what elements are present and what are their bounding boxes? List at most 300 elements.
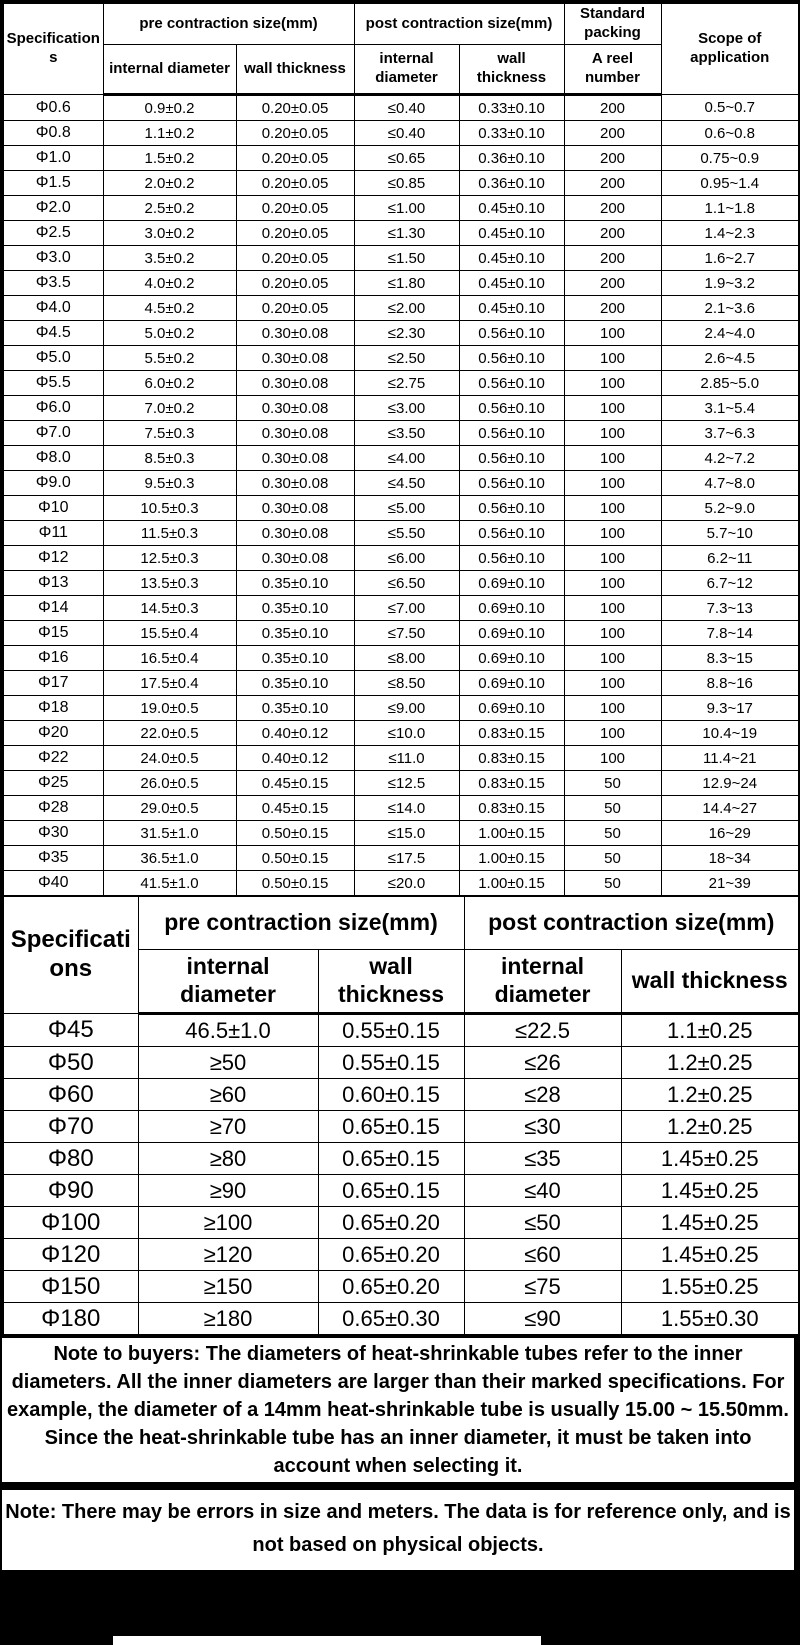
table-cell: 50: [564, 796, 661, 821]
table-cell: 1.45±0.25: [621, 1239, 799, 1271]
table-cell: ≤26: [464, 1047, 621, 1079]
table-cell: ≤0.65: [354, 146, 459, 171]
table-cell: 0.20±0.05: [236, 221, 354, 246]
table-cell: 12.5±0.3: [103, 546, 236, 571]
table-cell: 0.35±0.10: [236, 621, 354, 646]
table-row: [3, 296, 799, 321]
table-cell: 0.83±0.15: [459, 721, 564, 746]
table-row: [3, 646, 799, 671]
table-cell: ≤7.50: [354, 621, 459, 646]
table-cell: 100: [564, 346, 661, 371]
table-cell: ≤6.50: [354, 571, 459, 596]
table-cell: 1.2±0.25: [621, 1079, 799, 1111]
table-cell: 0.30±0.08: [236, 521, 354, 546]
table-cell: 0.69±0.10: [459, 696, 564, 721]
table-cell: 1.1±0.25: [621, 1014, 799, 1047]
table-cell: 14.5±0.3: [103, 596, 236, 621]
spec-table-small-sizes: [2, 2, 800, 897]
table-row: [3, 446, 799, 471]
table-cell: 50: [564, 771, 661, 796]
table-cell: Φ180: [3, 1303, 138, 1336]
table-cell: 0.20±0.05: [236, 271, 354, 296]
table-cell: 100: [564, 646, 661, 671]
table-row: [3, 671, 799, 696]
table-row: [3, 1207, 799, 1239]
table-cell: Φ10: [3, 496, 103, 521]
table-row: [3, 621, 799, 646]
table-cell: 0.56±0.10: [459, 546, 564, 571]
table-cell: 0.83±0.15: [459, 771, 564, 796]
header-post-contraction-group: post contraction size(mm): [464, 896, 799, 950]
table-cell: Φ3.5: [3, 271, 103, 296]
table-cell: 0.45±0.10: [459, 246, 564, 271]
table-row: [3, 1239, 799, 1271]
table-cell: 100: [564, 396, 661, 421]
table-row: [3, 271, 799, 296]
table-cell: ≤75: [464, 1271, 621, 1303]
table-cell: Φ13: [3, 571, 103, 596]
table-cell: 100: [564, 421, 661, 446]
table-cell: 0.30±0.08: [236, 471, 354, 496]
table-cell: ≤2.30: [354, 321, 459, 346]
header-post-wall-thickness: wall thickness: [621, 950, 799, 1014]
table-cell: 0.40±0.12: [236, 746, 354, 771]
header-pre-contraction-group: pre contraction size(mm): [103, 3, 354, 45]
table-cell: 7.3~13: [661, 596, 799, 621]
table-row: [3, 696, 799, 721]
table-cell: 0.69±0.10: [459, 646, 564, 671]
table-cell: ≥100: [138, 1207, 318, 1239]
header-pre-wall-thickness: wall thickness: [236, 45, 354, 95]
table-cell: 0.35±0.10: [236, 696, 354, 721]
table-cell: ≤8.50: [354, 671, 459, 696]
table-cell: Φ70: [3, 1111, 138, 1143]
table-cell: 0.50±0.15: [236, 871, 354, 897]
table-cell: 0.20±0.05: [236, 95, 354, 121]
table-cell: ≥120: [138, 1239, 318, 1271]
table-cell: ≤0.40: [354, 95, 459, 121]
table-cell: Φ0.6: [3, 95, 103, 121]
table-cell: 0.30±0.08: [236, 371, 354, 396]
table-cell: 1.45±0.25: [621, 1207, 799, 1239]
table-cell: 10.4~19: [661, 721, 799, 746]
table-cell: 6.2~11: [661, 546, 799, 571]
table-cell: 0.95~1.4: [661, 171, 799, 196]
table-cell: ≤7.00: [354, 596, 459, 621]
table-cell: 2.6~4.5: [661, 346, 799, 371]
table-cell: 0.50±0.15: [236, 846, 354, 871]
table-cell: 1.2±0.25: [621, 1047, 799, 1079]
table-cell: 4.7~8.0: [661, 471, 799, 496]
table-row: [3, 596, 799, 621]
table-cell: 1.5±0.2: [103, 146, 236, 171]
table-cell: Φ90: [3, 1175, 138, 1207]
table-cell: 100: [564, 471, 661, 496]
table-cell: 0.83±0.15: [459, 796, 564, 821]
table-cell: ≤5.50: [354, 521, 459, 546]
table-row: [3, 95, 799, 121]
header-row-groups: [3, 896, 799, 950]
table-cell: 0.75~0.9: [661, 146, 799, 171]
table-cell: ≤8.00: [354, 646, 459, 671]
table-row: [3, 346, 799, 371]
table-cell: 50: [564, 871, 661, 897]
table-cell: Φ28: [3, 796, 103, 821]
table-cell: Φ4.0: [3, 296, 103, 321]
table-cell: 0.56±0.10: [459, 346, 564, 371]
table-cell: 2.1~3.6: [661, 296, 799, 321]
header-scope-of-application: Scope of application: [661, 3, 799, 95]
table-cell: Φ2.5: [3, 221, 103, 246]
table-cell: 26.0±0.5: [103, 771, 236, 796]
table-cell: Φ12: [3, 546, 103, 571]
table-row: [3, 1143, 799, 1175]
header-pre-internal-diameter: internal diameter: [103, 45, 236, 95]
table-row: [3, 746, 799, 771]
table-cell: Φ16: [3, 646, 103, 671]
table-cell: 5.0±0.2: [103, 321, 236, 346]
table-cell: 0.35±0.10: [236, 596, 354, 621]
table-cell: 8.3~15: [661, 646, 799, 671]
table-cell: ≤0.40: [354, 121, 459, 146]
table-cell: 22.0±0.5: [103, 721, 236, 746]
table-cell: 0.35±0.10: [236, 571, 354, 596]
table-cell: 0.69±0.10: [459, 596, 564, 621]
table-cell: 0.5~0.7: [661, 95, 799, 121]
table-cell: ≥50: [138, 1047, 318, 1079]
table-row: [3, 721, 799, 746]
table-cell: Φ17: [3, 671, 103, 696]
table-cell: 100: [564, 671, 661, 696]
table-cell: ≤2.00: [354, 296, 459, 321]
table-cell: 17.5±0.4: [103, 671, 236, 696]
table-cell: 0.33±0.10: [459, 121, 564, 146]
table-cell: 36.5±1.0: [103, 846, 236, 871]
header-specifications: Specifications: [3, 896, 138, 1014]
table-cell: 0.69±0.10: [459, 621, 564, 646]
table-cell: 0.20±0.05: [236, 296, 354, 321]
table-cell: 0.33±0.10: [459, 95, 564, 121]
table-cell: ≤28: [464, 1079, 621, 1111]
table-cell: 19.0±0.5: [103, 696, 236, 721]
table-cell: Φ1.5: [3, 171, 103, 196]
table-cell: 0.56±0.10: [459, 446, 564, 471]
table-row: [3, 1175, 799, 1207]
table-cell: 0.65±0.15: [318, 1111, 464, 1143]
table-cell: 7.5±0.3: [103, 421, 236, 446]
table-cell: 200: [564, 121, 661, 146]
table-row: [3, 1079, 799, 1111]
table-cell: 5.5±0.2: [103, 346, 236, 371]
table-cell: ≤40: [464, 1175, 621, 1207]
table-cell: Φ0.8: [3, 121, 103, 146]
table-cell: 1.45±0.25: [621, 1143, 799, 1175]
table-cell: 46.5±1.0: [138, 1014, 318, 1047]
table-cell: Φ50: [3, 1047, 138, 1079]
table-cell: 200: [564, 196, 661, 221]
table-cell: ≤1.00: [354, 196, 459, 221]
spec-table-large-header: [3, 896, 799, 1014]
table-row: [3, 1111, 799, 1143]
table-cell: ≤2.75: [354, 371, 459, 396]
table-row: [3, 171, 799, 196]
table-row: [3, 821, 799, 846]
table-cell: ≤15.0: [354, 821, 459, 846]
table-cell: ≤1.30: [354, 221, 459, 246]
table-cell: 0.30±0.08: [236, 546, 354, 571]
table-cell: 0.65±0.15: [318, 1143, 464, 1175]
table-cell: 7.0±0.2: [103, 396, 236, 421]
table-cell: 3.0±0.2: [103, 221, 236, 246]
table-cell: 200: [564, 146, 661, 171]
header-row-groups: [3, 3, 799, 45]
table-row: [3, 1271, 799, 1303]
table-cell: 4.0±0.2: [103, 271, 236, 296]
table-cell: 0.20±0.05: [236, 246, 354, 271]
header-post-contraction-group: post contraction size(mm): [354, 3, 564, 45]
table-cell: 2.4~4.0: [661, 321, 799, 346]
table-cell: 0.45±0.10: [459, 196, 564, 221]
table-cell: 0.56±0.10: [459, 371, 564, 396]
table-row: [3, 496, 799, 521]
table-cell: 0.6~0.8: [661, 121, 799, 146]
table-cell: 0.56±0.10: [459, 396, 564, 421]
table-cell: 0.20±0.05: [236, 171, 354, 196]
header-standard-packing: Standard packing: [564, 3, 661, 45]
header-post-internal-diameter: internal diameter: [354, 45, 459, 95]
table-row: [3, 196, 799, 221]
table-row: [3, 246, 799, 271]
table-row: [3, 1047, 799, 1079]
table-cell: Φ60: [3, 1079, 138, 1111]
table-cell: 0.45±0.15: [236, 796, 354, 821]
spec-table-large-sizes: [2, 895, 800, 1336]
table-row: [3, 771, 799, 796]
table-cell: Φ4.5: [3, 321, 103, 346]
table-cell: 0.65±0.20: [318, 1239, 464, 1271]
table-cell: 1.4~2.3: [661, 221, 799, 246]
table-cell: 24.0±0.5: [103, 746, 236, 771]
table-cell: 31.5±1.0: [103, 821, 236, 846]
table-cell: 0.83±0.15: [459, 746, 564, 771]
table-cell: 5.2~9.0: [661, 496, 799, 521]
table-cell: ≥80: [138, 1143, 318, 1175]
table-cell: 0.45±0.10: [459, 296, 564, 321]
table-cell: 7.8~14: [661, 621, 799, 646]
table-cell: ≥60: [138, 1079, 318, 1111]
table-cell: Φ5.0: [3, 346, 103, 371]
table-cell: 200: [564, 296, 661, 321]
table-cell: 100: [564, 721, 661, 746]
table-cell: 0.50±0.15: [236, 821, 354, 846]
table-cell: Φ20: [3, 721, 103, 746]
table-cell: 100: [564, 371, 661, 396]
table-cell: 1.1±0.2: [103, 121, 236, 146]
table-cell: 0.9±0.2: [103, 95, 236, 121]
table-cell: 0.30±0.08: [236, 396, 354, 421]
table-cell: 0.36±0.10: [459, 171, 564, 196]
table-cell: ≤20.0: [354, 871, 459, 897]
table-cell: 8.5±0.3: [103, 446, 236, 471]
table-cell: 0.56±0.10: [459, 321, 564, 346]
table-cell: 2.5±0.2: [103, 196, 236, 221]
table-cell: 100: [564, 546, 661, 571]
table-cell: 0.35±0.10: [236, 646, 354, 671]
table-cell: 0.20±0.05: [236, 196, 354, 221]
table-cell: 100: [564, 321, 661, 346]
bottom-white-strip: [113, 1636, 541, 1645]
table-cell: ≤10.0: [354, 721, 459, 746]
table-cell: 29.0±0.5: [103, 796, 236, 821]
table-cell: 0.40±0.12: [236, 721, 354, 746]
table-cell: ≤4.00: [354, 446, 459, 471]
table-cell: ≤22.5: [464, 1014, 621, 1047]
table-row: [3, 1303, 799, 1336]
buyers-note: Note to buyers: The diameters of heat-shrinkable tubes refer to the inner diameters. All the inner diameters are larger than their marked specifications. For example, the diameter of a 14mm heat-shrinkable tube is usually 15.00 ~ 15.50mm. Since the heat-shrinkable tube has an inner diameter, it must be taken into account when selecting it.: [2, 1338, 794, 1482]
table-cell: 0.65±0.15: [318, 1175, 464, 1207]
table-cell: 0.56±0.10: [459, 496, 564, 521]
table-cell: 50: [564, 846, 661, 871]
table-cell: 6.7~12: [661, 571, 799, 596]
table-cell: Φ8.0: [3, 446, 103, 471]
table-cell: 100: [564, 621, 661, 646]
table-cell: Φ14: [3, 596, 103, 621]
table-row: [3, 1014, 799, 1047]
table-cell: ≤90: [464, 1303, 621, 1336]
table-cell: ≤12.5: [354, 771, 459, 796]
table-cell: 0.45±0.10: [459, 221, 564, 246]
table-cell: 1.2±0.25: [621, 1111, 799, 1143]
table-cell: Φ35: [3, 846, 103, 871]
table-cell: ≤3.50: [354, 421, 459, 446]
table-row: [3, 871, 799, 897]
table-cell: 14.4~27: [661, 796, 799, 821]
table-row: [3, 471, 799, 496]
table-cell: 1.55±0.25: [621, 1271, 799, 1303]
table-cell: ≤3.00: [354, 396, 459, 421]
table-cell: ≥70: [138, 1111, 318, 1143]
table-row: [3, 846, 799, 871]
table-row: [3, 546, 799, 571]
table-row: [3, 521, 799, 546]
header-pre-contraction-group: pre contraction size(mm): [138, 896, 464, 950]
table-cell: 0.69±0.10: [459, 671, 564, 696]
table-cell: Φ2.0: [3, 196, 103, 221]
table-cell: 8.8~16: [661, 671, 799, 696]
table-cell: 0.20±0.05: [236, 121, 354, 146]
spec-table-large-body: [3, 1014, 799, 1336]
table-cell: 0.30±0.08: [236, 346, 354, 371]
table-row: [3, 421, 799, 446]
table-cell: 50: [564, 821, 661, 846]
table-row: [3, 796, 799, 821]
table-cell: Φ45: [3, 1014, 138, 1047]
table-cell: 200: [564, 95, 661, 121]
table-cell: Φ3.0: [3, 246, 103, 271]
table-cell: Φ6.0: [3, 396, 103, 421]
table-cell: 1.00±0.15: [459, 871, 564, 897]
table-cell: Φ40: [3, 871, 103, 897]
table-row: [3, 396, 799, 421]
table-cell: 0.35±0.10: [236, 671, 354, 696]
table-cell: ≤9.00: [354, 696, 459, 721]
table-cell: 0.60±0.15: [318, 1079, 464, 1111]
table-row: [3, 146, 799, 171]
table-cell: 200: [564, 246, 661, 271]
table-cell: Φ30: [3, 821, 103, 846]
table-cell: 200: [564, 221, 661, 246]
table-cell: 12.9~24: [661, 771, 799, 796]
table-cell: 3.5±0.2: [103, 246, 236, 271]
table-cell: ≤60: [464, 1239, 621, 1271]
table-cell: 0.55±0.15: [318, 1014, 464, 1047]
table-cell: Φ120: [3, 1239, 138, 1271]
table-cell: 0.20±0.05: [236, 146, 354, 171]
table-cell: 6.0±0.2: [103, 371, 236, 396]
table-row: [3, 321, 799, 346]
table-row: [3, 571, 799, 596]
table-cell: 4.5±0.2: [103, 296, 236, 321]
table-cell: Φ5.5: [3, 371, 103, 396]
table-cell: 0.36±0.10: [459, 146, 564, 171]
header-post-internal-diameter: internal diameter: [464, 950, 621, 1014]
table-cell: 9.5±0.3: [103, 471, 236, 496]
table-cell: Φ7.0: [3, 421, 103, 446]
table-cell: 1.55±0.30: [621, 1303, 799, 1336]
table-cell: ≤17.5: [354, 846, 459, 871]
table-cell: Φ15: [3, 621, 103, 646]
table-cell: 3.1~5.4: [661, 396, 799, 421]
table-cell: 100: [564, 496, 661, 521]
table-cell: ≤1.80: [354, 271, 459, 296]
table-cell: 21~39: [661, 871, 799, 897]
table-cell: Φ1.0: [3, 146, 103, 171]
spec-table-small-header: [3, 3, 799, 95]
table-cell: ≤50: [464, 1207, 621, 1239]
table-cell: ≤0.85: [354, 171, 459, 196]
table-cell: Φ9.0: [3, 471, 103, 496]
table-cell: 0.56±0.10: [459, 521, 564, 546]
table-cell: 15.5±0.4: [103, 621, 236, 646]
table-cell: ≤35: [464, 1143, 621, 1175]
table-cell: 13.5±0.3: [103, 571, 236, 596]
table-cell: 200: [564, 271, 661, 296]
table-cell: 100: [564, 696, 661, 721]
table-cell: 11.5±0.3: [103, 521, 236, 546]
table-cell: 5.7~10: [661, 521, 799, 546]
table-cell: ≥150: [138, 1271, 318, 1303]
table-cell: Φ150: [3, 1271, 138, 1303]
table-cell: ≤30: [464, 1111, 621, 1143]
table-cell: ≤14.0: [354, 796, 459, 821]
table-cell: ≤2.50: [354, 346, 459, 371]
table-cell: 11.4~21: [661, 746, 799, 771]
table-cell: 9.3~17: [661, 696, 799, 721]
table-cell: 18~34: [661, 846, 799, 871]
table-cell: Φ18: [3, 696, 103, 721]
header-post-wall-thickness: wall thickness: [459, 45, 564, 95]
table-cell: 0.65±0.20: [318, 1207, 464, 1239]
table-cell: 41.5±1.0: [103, 871, 236, 897]
table-cell: 1.9~3.2: [661, 271, 799, 296]
table-cell: Φ11: [3, 521, 103, 546]
table-cell: 200: [564, 171, 661, 196]
table-cell: 1.45±0.25: [621, 1175, 799, 1207]
table-cell: Φ25: [3, 771, 103, 796]
table-cell: 16.5±0.4: [103, 646, 236, 671]
table-cell: 0.45±0.10: [459, 271, 564, 296]
table-cell: 1.00±0.15: [459, 846, 564, 871]
